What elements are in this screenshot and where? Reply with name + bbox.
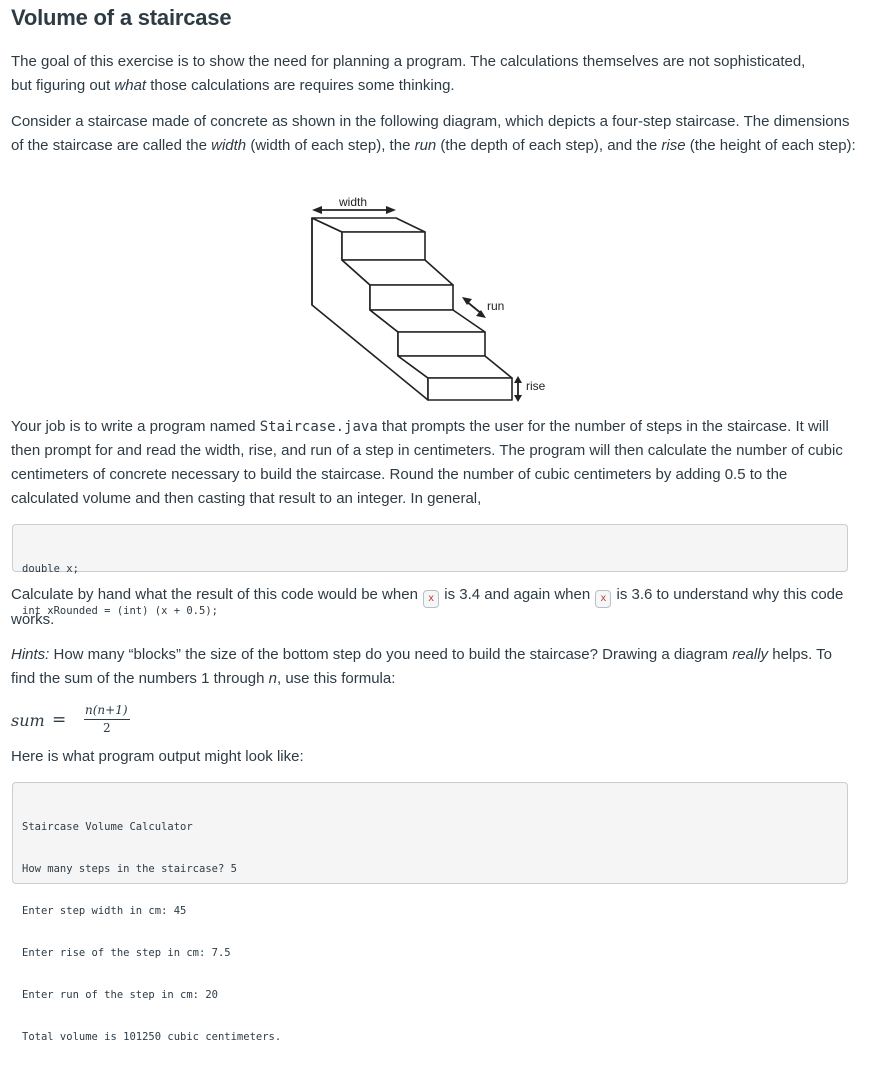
- staircase-diagram: [300, 190, 560, 415]
- intro-paragraph: [11, 50, 857, 98]
- page-title: Volume of a staircase: [11, 5, 232, 30]
- hints-text: helps. To find the sum of the numbers 1 through: [11, 646, 832, 687]
- run-label: run: [487, 299, 505, 313]
- job-text: Your job is to write a program named: [11, 418, 260, 435]
- consider-text: (the height of each step):: [685, 137, 856, 154]
- code-line: double x;: [22, 563, 79, 575]
- output-line: Enter run of the step in cm: 20: [22, 989, 218, 1001]
- step-4-riser: [428, 378, 512, 400]
- intro-text: but figuring out: [11, 77, 115, 94]
- formula-fraction-bar: [84, 719, 130, 720]
- hints-emphasis: really: [732, 646, 769, 663]
- intro-line1: The goal of this exercise is to show the need for planning a program. The calculations themselves are not sophisticated,: [11, 53, 806, 70]
- calc-paragraph: [11, 583, 857, 632]
- consider-text: (the depth of each step), and the: [436, 137, 662, 154]
- code-line: int xRounded = (int) (x + 0.5);: [22, 605, 218, 617]
- term-rise: rise: [661, 137, 686, 154]
- job-paragraph: [11, 415, 857, 511]
- step-2-riser: [370, 285, 453, 310]
- rise-arrow: [514, 376, 522, 402]
- output-intro: Here is what program output might look like:: [11, 748, 304, 765]
- hints-text: How many “blocks” the size of the bottom step do you need to build the staircase? Drawing a diagram: [49, 646, 733, 663]
- calc-text-end: is 3.6 to understand why this code works.: [11, 586, 844, 628]
- output-line: Staircase Volume Calculator: [22, 821, 193, 833]
- formula-denominator: 2: [103, 721, 111, 735]
- intro-text-end: those calculations are requires some thinking.: [146, 77, 455, 94]
- output-line: Enter rise of the step in cm: 7.5: [22, 947, 231, 959]
- job-text-end: that prompts the user for the number of steps in the staircase. It will then prompt for and read the width, rise, and run of a step in centimeters. The program will then calculate the number of cubic centimeters of concrete necessary to build the staircase. Round the number of cubic centimeters by adding 0.5 to the calculated volume and then casting that result to an integer. In general,: [11, 418, 843, 507]
- consider-text: Consider a staircase made of concrete as shown in the following diagram, which depicts a four-step staircase. The dimensions of the staircase are called the: [11, 113, 850, 154]
- consider-paragraph: [11, 110, 857, 158]
- formula-lhs: sum: [11, 711, 45, 730]
- consider-text: (width of each step), the: [246, 137, 415, 154]
- formula-equals: =: [52, 710, 67, 730]
- output-line: Total volume is 101250 cubic centimeters.: [22, 1031, 282, 1043]
- output-line: How many steps in the staircase? 5: [22, 863, 237, 875]
- step-3-riser: [398, 332, 485, 356]
- sum-formula: [11, 703, 151, 737]
- hints-paragraph: [11, 643, 857, 691]
- calc-text: is 3.4 and again when: [440, 586, 595, 603]
- staircase-drawing: [312, 218, 512, 400]
- variable-x-badge: x: [595, 590, 611, 608]
- calc-text: Calculate by hand what the result of this code would be when: [11, 586, 423, 603]
- step-1-riser: [342, 232, 425, 260]
- rise-label: rise: [526, 379, 546, 393]
- intro-emphasis: what: [114, 77, 147, 94]
- run-arrow: [462, 297, 486, 318]
- term-width: width: [211, 137, 247, 154]
- sample-output-block: [12, 782, 848, 1043]
- filename-code: Staircase.java: [259, 419, 378, 435]
- hints-label: Hints:: [11, 646, 50, 663]
- width-label: width: [339, 195, 368, 209]
- hints-text-end: , use this formula:: [277, 670, 396, 687]
- term-run: run: [414, 137, 437, 154]
- variable-x-badge: x: [423, 590, 439, 608]
- output-line: Enter step width in cm: 45: [22, 905, 187, 917]
- hints-variable-n: n: [268, 670, 277, 687]
- formula-numerator: n(n+1): [85, 703, 128, 717]
